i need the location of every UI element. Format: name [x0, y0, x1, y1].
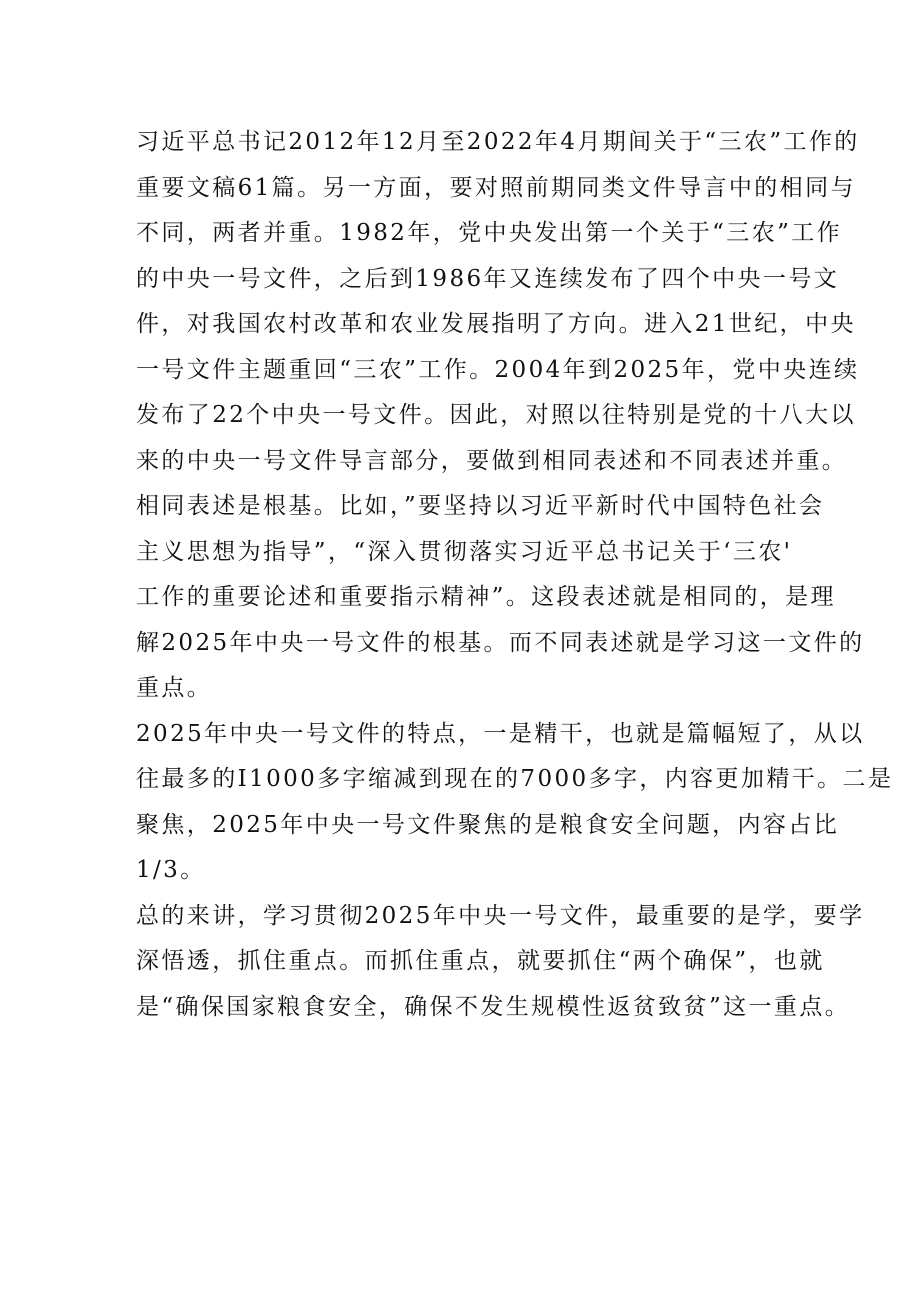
text-line: 工作的重要论述和重要指示精神”。这段表述就是相同的，是理 [136, 584, 836, 610]
text-line: 1/3。 [136, 857, 206, 883]
text-line: 重要文稿61篇。另一方面，要对照前期同类文件导言中的相同与 [136, 174, 856, 201]
text-line: 总的来讲，学习贯彻2025年中央一号文件，最重要的是学，要学 [136, 902, 865, 929]
text-line: 的中央一号文件，之后到1986年又连续发布了四个中央一号文 [136, 265, 840, 292]
text-line: 不同，两者并重。1982年，党中央发出第一个关于“三农”工作 [136, 220, 843, 246]
text-line: 来的中央一号文件导言部分，要做到相同表述和不同表述并重。 [136, 447, 848, 474]
text-line: 主义思想为指导”，“深入贯彻落实习近平总书记关于‘三农' [136, 538, 793, 565]
text-line: 2025年中央一号文件的特点，一是精干，也就是篇幅短了，从以 [136, 720, 865, 747]
paragraph-2 [136, 712, 894, 894]
text-line: 解2025年中央一号文件的根基。而不同表述就是学习这一文件的 [136, 629, 865, 656]
text-line: 聚焦，2025年中央一号文件聚焦的是粮食安全问题，内容占比 [136, 811, 840, 838]
paragraph-1 [136, 120, 865, 712]
text-line: 件，对我国农村改革和农业发展指明了方向。进入21世纪，中央 [136, 311, 856, 337]
text-line: 相同表述是根基。比如，”要坚持以习近平新时代中国特色社会 [136, 493, 825, 519]
text-line: 重点。 [136, 675, 213, 701]
text-line: 发布了22个中央一号文件。因此，对照以往特别是党的十八大以 [136, 402, 856, 428]
text-line: 习近平总书记2012年12月至2022年4月期间关于“三农”工作的 [136, 129, 860, 155]
text-line: 深悟透，抓住重点。而抓住重点，就要抓住“两个确保”，也就 [136, 948, 825, 974]
paragraph-3 [136, 894, 865, 1031]
document-body [136, 120, 894, 1030]
text-line: 是“确保国家粮食安全，确保不发生规模性返贫致贫”这一重点。 [136, 993, 851, 1020]
text-line: 一号文件主题重回“三农”工作。2004年到2025年，党中央连续 [136, 356, 860, 383]
text-line: 往最多的I1000多字缩减到现在的7000多字，内容更加精干。二是 [136, 766, 894, 792]
